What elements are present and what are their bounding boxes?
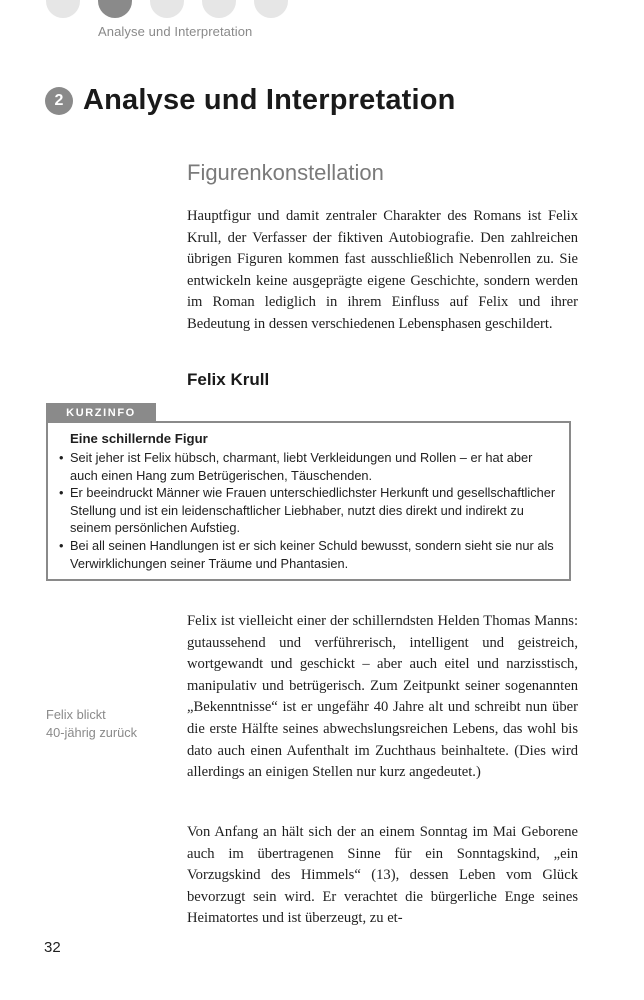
chapter-tab-5	[254, 0, 288, 18]
kurzinfo-item-text: Er beeindruckt Männer wie Frauen unterschiedlichster Herkunft und gesellschaftlicher Stellung und ist ein leidenschaftlicher Liebhaber, nutzt dies direkt und indirekt zu seinem persönlichen Aufstieg.	[70, 485, 556, 536]
running-head: Analyse und Interpretation	[98, 24, 253, 39]
kurzinfo-item	[60, 449, 557, 484]
intro-paragraph: Hauptfigur und damit zentraler Charakter des Romans ist Felix Krull, der Verfasser der fiktiven Autobiografie. Den zahlreichen übrigen Figuren kommen fast ausschließlich Nebenrollen zu. Sie entwickeln keine ausgeprägte eigene Geschichte, sondern werden im Roman lediglich in ihrem Einfluss auf Felix und ihrer Bedeutung in dessen verschiedenen Lebensphasen geschildert.	[187, 208, 578, 332]
chapter-tab-1	[46, 0, 80, 18]
margin-note-line-1: Felix blickt	[46, 707, 106, 722]
kurzinfo-item-text: Bei all seinen Handlungen ist er sich keiner Schuld bewusst, sondern sieht sie nur als Verwirklichungen seiner Träume und Phantasien.	[70, 537, 554, 571]
body-paragraph-1: Felix ist vielleicht einer der schillerndsten Helden Thomas Manns: gutaussehend und verführerisch, intelligent und geistreich, wortgewandt und geschickt – aber auch eitel und narzisstisch, manipulativ und betrügerisch. Zum Zeitpunkt seiner sogenannten „Bekenntnisse“ ist er ungefähr 40 Jahre alt und schreibt nun über die erste Hälfte seines abwechslungsreichen Lebens, das wohl bis dato auch einen Aufenthalt im Zuchthaus beinhaltete. (Dies wird allerdings an einigen Stellen nur kurz angedeutet.)	[187, 613, 578, 781]
chapter-tab-4	[202, 0, 236, 18]
section-title: Figurenkonstellation	[187, 160, 384, 185]
kurzinfo-label: KURZINFO	[46, 403, 156, 422]
chapter-title: Analyse und Interpretation	[83, 84, 456, 116]
chapter-tab-3	[150, 0, 184, 18]
bullet-icon: •	[59, 537, 64, 553]
chapter-tab-2-active	[98, 0, 132, 18]
subsection-title: Felix Krull	[187, 370, 270, 389]
page-number: 32	[44, 939, 61, 956]
kurzinfo-list	[60, 449, 557, 572]
margin-note-line-2: 40-jährig zurück	[46, 725, 138, 740]
bullet-icon: •	[59, 485, 64, 501]
kurzinfo-item-text: Seit jeher ist Felix hübsch, charmant, liebt Verkleidungen und Rollen – er hat aber auch einen Hang zum Betrügerischen, Täuschenden.	[70, 450, 533, 483]
kurzinfo-item	[60, 537, 557, 572]
body-paragraph-2: Von Anfang an hält sich der an einem Sonntag im Mai Geborene auch im übertragenen Sinne für ein Sonntagskind, „ein Vorzugskind des Himmels“ (13), dessen Leben vom Glück bevorzugt sein wird. Er verachtet die bürgerliche Enge seines Heimatortes und ist überzeugt, zu et-	[187, 824, 578, 927]
bullet-icon: •	[59, 450, 64, 465]
margin-note	[46, 706, 166, 742]
kurzinfo-box	[46, 421, 571, 581]
chapter-heading	[45, 84, 456, 117]
chapter-number-badge: 2	[45, 87, 73, 115]
chapter-tabs	[46, 0, 306, 18]
kurzinfo-title: Eine schillernde Figur	[70, 431, 208, 446]
kurzinfo-item	[60, 484, 557, 537]
